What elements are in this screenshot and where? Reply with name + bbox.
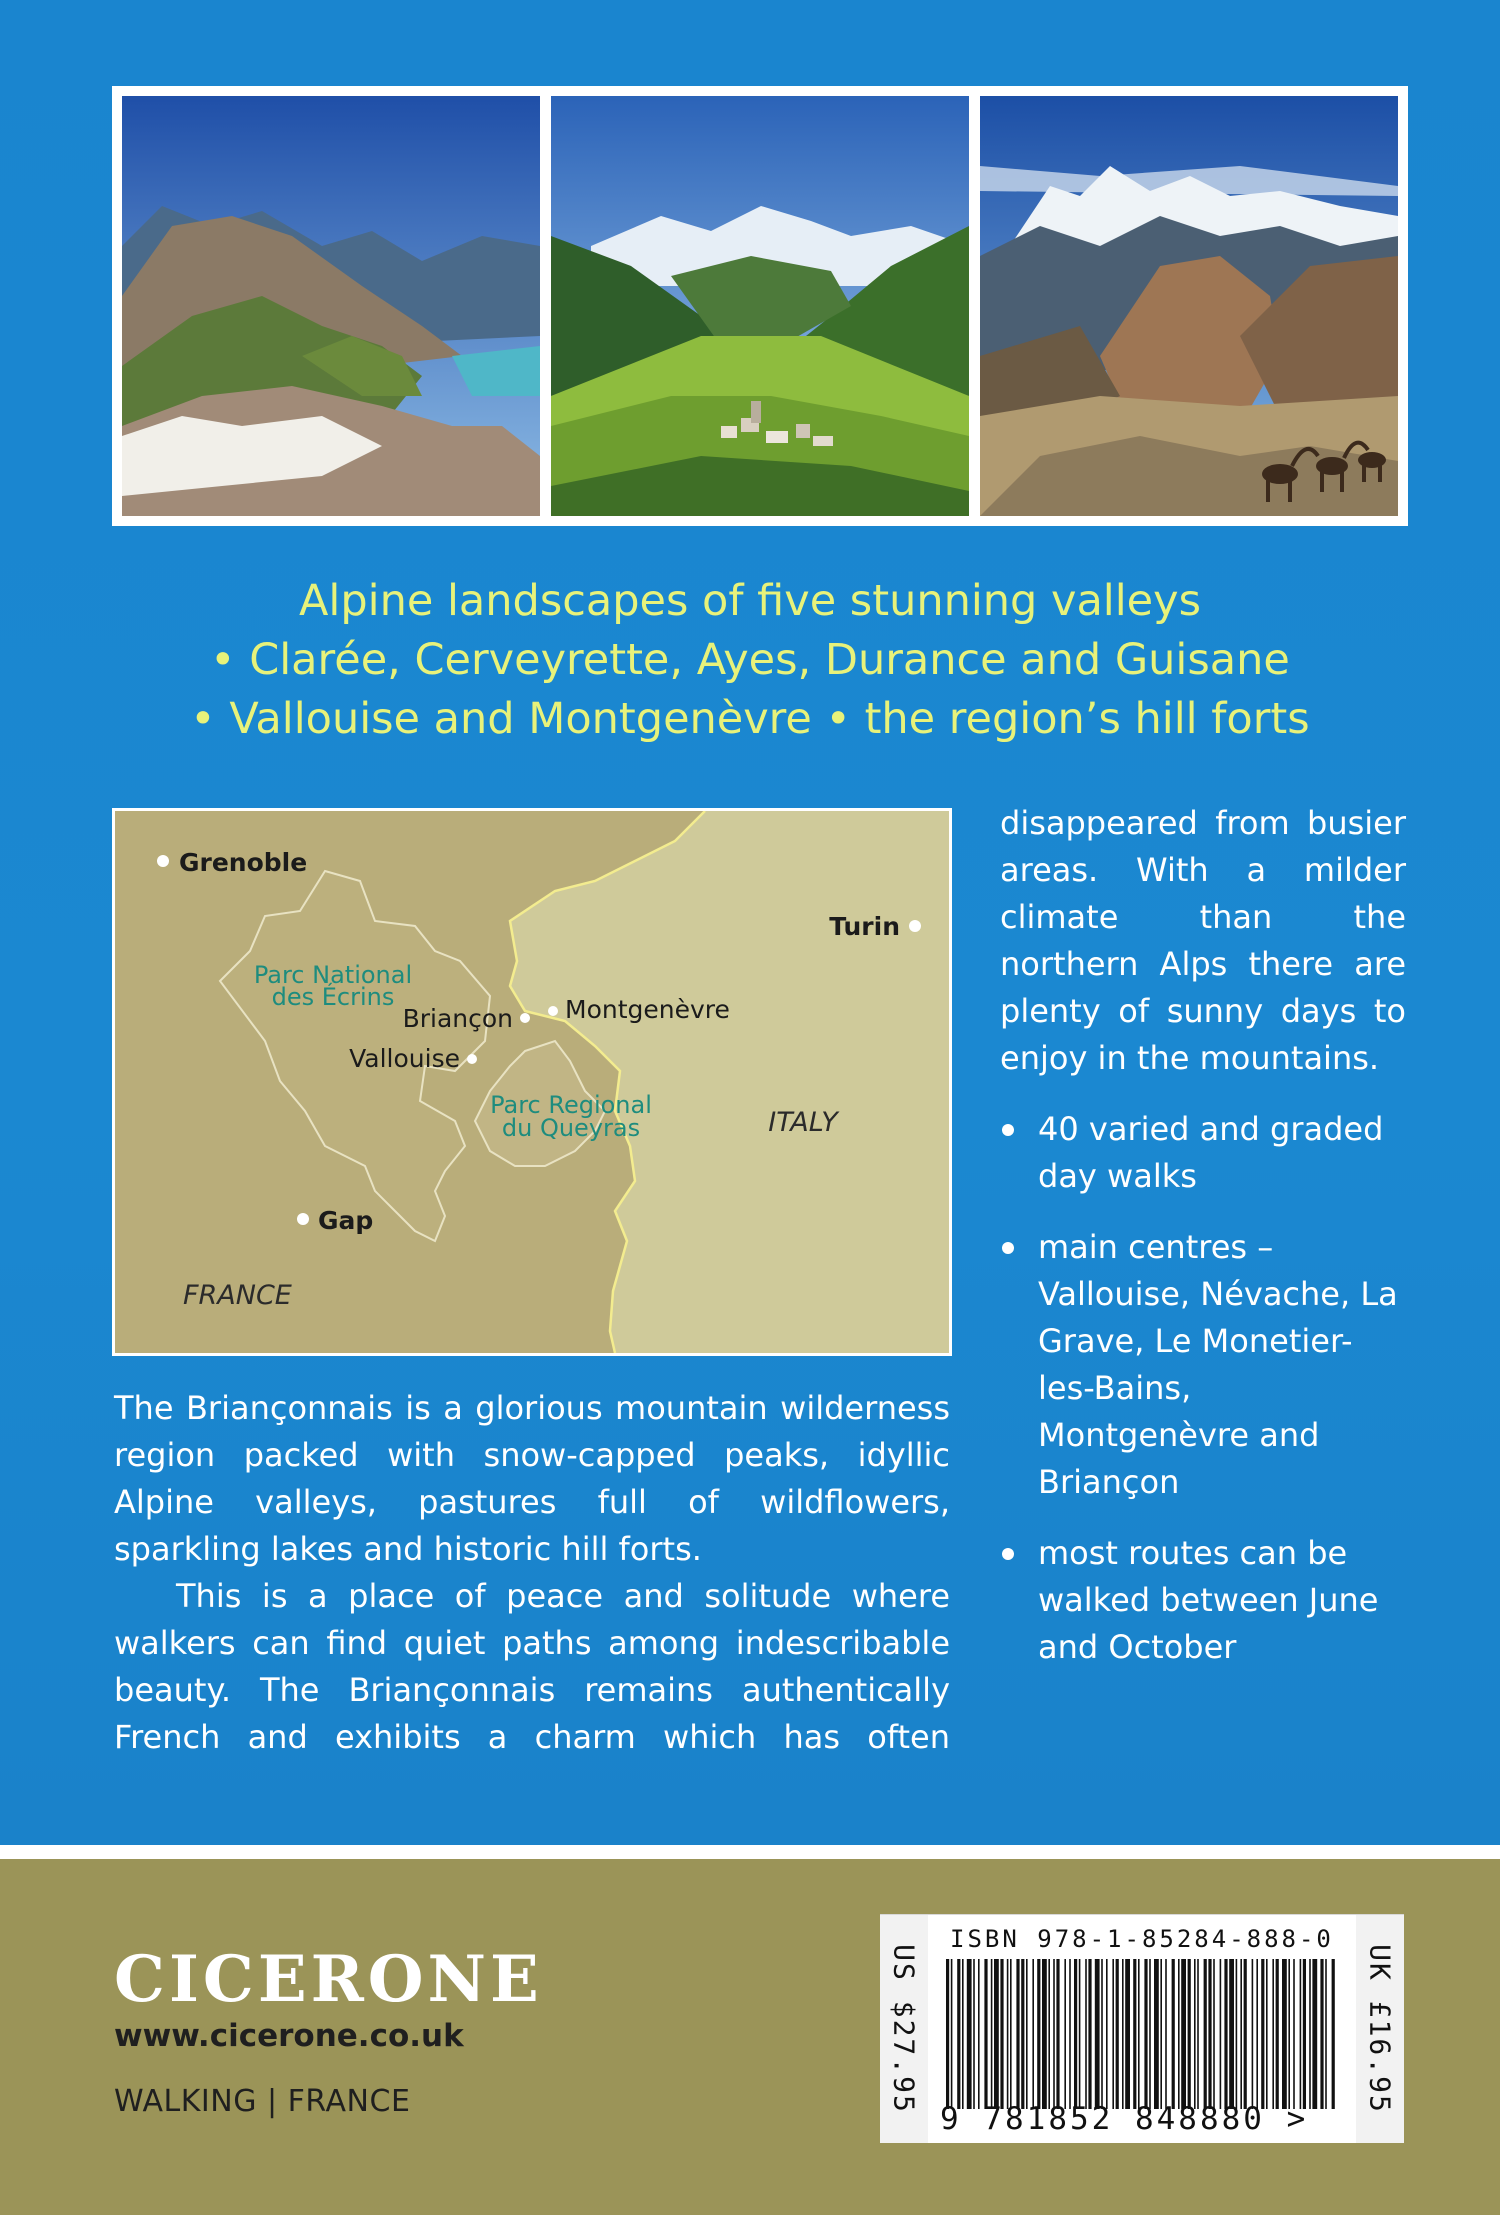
barcode-bar xyxy=(1007,1959,1009,2109)
barcode-bar xyxy=(1197,1959,1199,2109)
grenoble-label: Grenoble xyxy=(179,848,308,877)
barcode-bar xyxy=(1016,1959,1019,2109)
feature-item xyxy=(1000,1106,1406,1200)
briancon-dot xyxy=(520,1013,530,1023)
barcode-bar xyxy=(1320,1959,1323,2109)
us-price-text: US $27.95 xyxy=(887,1944,921,2114)
montgenevre-label: Montgenèvre xyxy=(565,995,730,1024)
barcode-bar xyxy=(1125,1959,1130,2109)
barcode-bar xyxy=(962,1959,964,2109)
feature-item xyxy=(1000,1530,1406,1671)
intro-paragraph-continued: disappeared from busier areas. With a milder climate than the northern Alps there are plenty of sunny days to enjoy in the mountains. xyxy=(1000,804,1406,1077)
barcode-bar xyxy=(1312,1959,1317,2109)
photo-valley-village xyxy=(551,96,969,516)
barcode-bar xyxy=(1188,1959,1191,2109)
barcode-bar xyxy=(1095,1959,1100,2109)
tagline-line-1: Alpine landscapes of five stunning valleys xyxy=(299,576,1201,626)
barcode-bar xyxy=(1053,1959,1055,2109)
divider-rule xyxy=(0,1845,1500,1859)
feature-text: main centres – Vallouise, Névache, La Grave, Le Monetier-les-Bains, Montgenèvre and Briançon xyxy=(1038,1228,1398,1501)
barcode-bar xyxy=(1276,1959,1279,2109)
grenoble-dot xyxy=(157,855,169,867)
barcode-bar xyxy=(1332,1959,1335,2109)
photo-strip xyxy=(112,86,1408,526)
barcode-bar xyxy=(984,1959,987,2109)
uk-price-text: UK £16.95 xyxy=(1363,1944,1397,2114)
barcode-bar xyxy=(1244,1959,1247,2109)
book-category: WALKING | FRANCE xyxy=(114,2084,411,2119)
barcode-bar xyxy=(1220,1959,1222,2109)
briancon-label: Briançon xyxy=(402,1004,513,1033)
barcode-bar xyxy=(1088,1959,1091,2109)
barcode-bar xyxy=(1048,1959,1050,2109)
barcode-bar xyxy=(1149,1959,1151,2109)
vallouise-label: Vallouise xyxy=(349,1044,460,1073)
feature-list xyxy=(1000,1106,1406,1671)
logo-wordmark: CICERONE xyxy=(114,1942,543,2017)
gap-dot xyxy=(297,1213,309,1225)
barcode-bar xyxy=(1165,1959,1167,2109)
tagline xyxy=(100,572,1400,749)
region-map xyxy=(112,808,952,1356)
barcode-bar xyxy=(1261,1959,1264,2109)
photo-ibex-peaks xyxy=(980,96,1398,516)
barcode-bar xyxy=(1224,1959,1227,2109)
barcode-bar xyxy=(1252,1959,1254,2109)
barcode-bar xyxy=(1021,1959,1024,2109)
gap-label: Gap xyxy=(318,1206,374,1235)
barcode-bar xyxy=(1256,1959,1258,2109)
tagline-line-3: • Vallouise and Montgenèvre • the region’s hill forts xyxy=(190,694,1310,744)
barcode-bar xyxy=(1282,1959,1287,2109)
barcode-bar xyxy=(1160,1959,1162,2109)
barcode-bar xyxy=(1178,1959,1180,2109)
bullet-dot-icon xyxy=(1002,1242,1014,1254)
barcode-bar xyxy=(1000,1959,1003,2109)
barcode-bar xyxy=(1303,1959,1306,2109)
barcode-bar xyxy=(1309,1959,1311,2109)
second-paragraph: This is a place of peace and solitude where walkers can find quiet paths among indescribable beauty. The Briançonnais remains authentically French and exhibits a charm which has often xyxy=(114,1577,950,1756)
barcode-bar xyxy=(991,1959,993,2109)
barcode-bar xyxy=(1204,1959,1207,2109)
barcode-icon xyxy=(944,1959,1336,2109)
barcode-bar xyxy=(967,1959,972,2109)
barcode-bar xyxy=(1010,1959,1012,2109)
france-label: FRANCE xyxy=(183,1280,292,1311)
barcode-bar xyxy=(1079,1959,1081,2109)
barcode-bar xyxy=(1213,1959,1215,2109)
bullet-dot-icon xyxy=(1002,1124,1014,1136)
barcode-bar xyxy=(1085,1959,1087,2109)
us-price xyxy=(880,1915,928,2143)
barcode-bar xyxy=(1325,1959,1327,2109)
barcode-bar xyxy=(1112,1959,1114,2109)
barcode-bar xyxy=(1056,1959,1059,2109)
barcode-bar xyxy=(946,1959,949,2109)
tagline-line-2: • Clarée, Cerveyrette, Ayes, Durance and Guisane xyxy=(210,635,1290,685)
right-column xyxy=(1000,800,1406,1695)
barcode-bar xyxy=(1026,1959,1028,2109)
barcode-bar xyxy=(1122,1959,1124,2109)
barcode-bar xyxy=(1181,1959,1186,2109)
barcode-bar xyxy=(1172,1959,1175,2109)
barcode-bar xyxy=(957,1959,960,2109)
feature-text: 40 varied and graded day walks xyxy=(1038,1110,1384,1195)
barcode-bar xyxy=(1288,1959,1290,2109)
uk-price xyxy=(1356,1915,1404,2143)
barcode-bar xyxy=(1133,1959,1136,2109)
queyras-label-1: Parc Regional xyxy=(490,1091,652,1119)
barcode-bar xyxy=(994,1959,999,2109)
barcode-bar xyxy=(1236,1959,1238,2109)
vallouise-dot xyxy=(467,1054,477,1064)
barcode-bar xyxy=(973,1959,975,2109)
ecrins-label-1: Parc National xyxy=(253,961,413,989)
barcode-digits: 9 781852 848880 > xyxy=(940,2101,1309,2137)
ecrins-label-2: des Écrins xyxy=(271,983,395,1011)
barcode-bar xyxy=(951,1959,953,2109)
barcode-bar xyxy=(1272,1959,1274,2109)
photo-mountain-lake xyxy=(122,96,540,516)
barcode-bar xyxy=(1154,1959,1159,2109)
barcode-bar xyxy=(978,1959,980,2109)
left-column xyxy=(114,1385,950,1761)
barcode-bar xyxy=(1208,1959,1211,2109)
montgenevre-dot xyxy=(548,1006,558,1016)
barcode-bar xyxy=(1069,1959,1071,2109)
barcode-bar xyxy=(1300,1959,1302,2109)
barcode-bar xyxy=(1144,1959,1147,2109)
queyras-label-2: du Queyras xyxy=(501,1114,641,1142)
intro-paragraph: The Briançonnais is a glorious mountain wilderness region packed with snow-capped peaks, idyllic Alpine valleys, pastures full of wildflowers, sparkling lakes and historic hill forts. xyxy=(114,1389,950,1568)
barcode-bars xyxy=(944,1959,1336,2109)
barcode-bar xyxy=(1138,1959,1140,2109)
barcode-bar xyxy=(1106,1959,1108,2109)
barcode-bar xyxy=(1240,1959,1242,2109)
barcode-bar xyxy=(1037,1959,1040,2109)
turin-dot xyxy=(909,920,921,932)
barcode-bar xyxy=(1064,1959,1066,2109)
isbn-label: ISBN 978-1-85284-888-0 xyxy=(950,1925,1334,1953)
cicerone-logo xyxy=(114,1942,543,2017)
bullet-dot-icon xyxy=(1002,1548,1014,1560)
barcode-panel xyxy=(880,1914,1404,2143)
feature-text: most routes can be walked between June and October xyxy=(1038,1534,1379,1666)
barcode-bar xyxy=(1032,1959,1034,2109)
barcode-bar xyxy=(1074,1959,1077,2109)
turin-label: Turin xyxy=(829,912,900,941)
barcode-bar xyxy=(1229,1959,1234,2109)
italy-label: ITALY xyxy=(768,1107,838,1138)
barcode-bar xyxy=(1116,1959,1119,2109)
barcode-bar xyxy=(1101,1959,1103,2109)
barcode-bar xyxy=(1042,1959,1047,2109)
publisher-website[interactable]: www.cicerone.co.uk xyxy=(114,2018,464,2054)
region-map-drawing xyxy=(115,811,949,1353)
barcode-bar xyxy=(1266,1959,1268,2109)
barcode-bar xyxy=(1194,1959,1196,2109)
barcode-bar xyxy=(1293,1959,1295,2109)
feature-item xyxy=(1000,1224,1406,1506)
